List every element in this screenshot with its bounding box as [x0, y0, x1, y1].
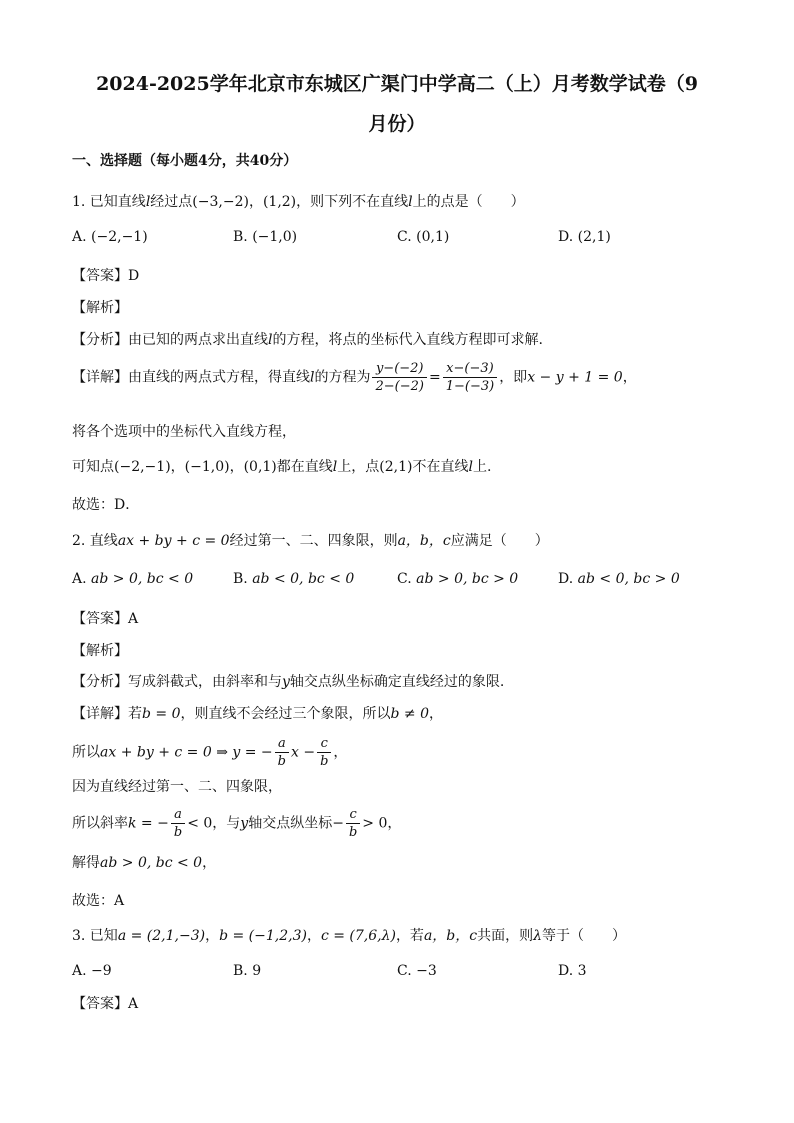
q2-conclusion: 故选：A [72, 893, 125, 909]
q3-vars: a，b，c [423, 928, 478, 944]
q3-option-b [233, 963, 261, 979]
fraction-denominator: b [277, 754, 286, 769]
q1-fenxi [72, 329, 543, 349]
exam-title-line-2: 月份） [368, 113, 426, 135]
x-term: x − [290, 744, 316, 761]
q2-option-b [233, 571, 354, 587]
fraction-numerator: a [171, 806, 185, 824]
point: (−2,−1) [114, 459, 171, 475]
q2-prefix: 2. 直线 [72, 533, 118, 549]
answer-label: 【答案】 [72, 611, 128, 627]
q1-prefix: 1. 已知直线 [72, 194, 146, 210]
lambda: λ [533, 928, 542, 944]
xj-text: 由直线的两点式方程，得直线 [128, 369, 310, 386]
step-text: 轴交点纵坐标 [248, 815, 333, 832]
option-letter: A. [72, 229, 87, 245]
q1-l2: l [408, 194, 413, 210]
y-var: y [282, 674, 290, 690]
option-value: ab < 0, bc < 0 [252, 571, 355, 587]
option-letter: C. [397, 571, 412, 587]
option-letter: D. [558, 963, 574, 979]
q2-equation: ax + by + c = 0 [117, 533, 230, 549]
option-value: ab > 0, bc > 0 [416, 571, 519, 587]
fraction-denominator: b [320, 754, 329, 769]
comma: ， [205, 928, 220, 944]
q1-mid: 经过点 [150, 194, 193, 210]
xj-text-2: 的方程为 [314, 369, 371, 386]
q2-step-4 [72, 806, 401, 841]
b-zero: b = 0 [142, 706, 181, 722]
fenxi-text: 写成斜截式，由斜率和与 [128, 674, 282, 690]
q1-fraction-2 [443, 360, 497, 395]
q1-comma: ， [248, 194, 263, 210]
fenxi-text: 由已知的两点求出直线 [128, 332, 268, 348]
q2-stem [72, 530, 549, 550]
comma: ， [333, 744, 348, 761]
q2-option-c [397, 571, 518, 587]
greater-than-zero: > 0 [362, 815, 388, 832]
q1-suffix2: 上的点是（ ） [412, 194, 525, 210]
q3-option-d [558, 963, 587, 979]
option-value: ab > 0, bc < 0 [91, 571, 194, 587]
answer-value: A [128, 996, 139, 1012]
q3-suffix: 共面，则 [477, 928, 534, 944]
fraction-denominator: 1−(−3) [445, 379, 495, 394]
q3-mid: ，若 [395, 928, 424, 944]
option-value: (−1,0) [252, 229, 298, 245]
option-value: (−2,−1) [91, 229, 148, 245]
q3-option-a [72, 963, 112, 979]
answer-value: A [128, 611, 139, 627]
xj-text-4: ， [622, 369, 637, 386]
comma: ， [170, 459, 185, 475]
point: (2,1) [379, 459, 413, 475]
q1-xiangjie [72, 360, 637, 395]
fenxi-label: 【分析】 [72, 674, 128, 690]
q2-option-d [558, 571, 680, 587]
answer-label: 【答案】 [72, 996, 128, 1012]
q3-option-c [397, 963, 437, 979]
xj-text-2: ，则直线不会经过三个象限，所以 [180, 706, 391, 722]
comma: ， [202, 855, 217, 871]
fraction-numerator: a [275, 735, 289, 753]
option-letter: D. [558, 571, 574, 587]
q2-xiangjie [72, 703, 443, 723]
q1-l6: l [468, 459, 473, 475]
q1-option-c [397, 229, 449, 245]
q3-prefix: 3. 已知 [72, 928, 118, 944]
line-equation: x − y + 1 = 0 [527, 369, 623, 386]
fraction-a-b [275, 735, 289, 770]
option-value: 3 [577, 963, 587, 979]
result-expr: ab > 0, bc < 0 [100, 855, 203, 871]
q1-l4: l [310, 369, 315, 386]
q1-step-2: 将各个选项中的坐标代入直线方程， [72, 424, 296, 440]
equals-sign: = [428, 369, 441, 386]
step-text: 解得 [72, 855, 100, 871]
q1-option-d [558, 229, 611, 245]
point: (0,1) [243, 459, 277, 475]
step-text: 所以斜率 [72, 815, 128, 832]
q1-answer [72, 265, 139, 285]
q2-step-5 [72, 852, 216, 872]
slope-k: k = − [128, 815, 169, 832]
option-value: (2,1) [577, 229, 611, 245]
fenxi-text-2: 轴交点纵坐标确定直线经过的象限. [289, 674, 505, 690]
fenxi-label: 【分析】 [72, 332, 128, 348]
fraction-numerator: c [346, 806, 360, 824]
answer-label: 【答案】 [72, 268, 128, 284]
fraction-denominator: 2−(−2) [375, 379, 424, 394]
vector-a: a = (2,1,−3) [117, 928, 206, 944]
q2-suffix2: 应满足（ ） [450, 533, 549, 549]
q1-stem [72, 191, 525, 211]
q1-l: l [145, 194, 151, 210]
q2-fenxi [72, 671, 504, 691]
q2-step-3: 因为直线经过第一、二、四象限， [72, 779, 282, 795]
section-heading: 一、选择题（每小题4分，共40分） [72, 153, 298, 169]
option-letter: C. [397, 963, 412, 979]
q1-point-2: (1,2) [262, 194, 297, 210]
step-text: 上. [472, 459, 492, 475]
option-letter: A. [72, 963, 87, 979]
q2-analysis-label: 【解析】 [72, 643, 128, 659]
xiangjie-label: 【详解】 [72, 706, 128, 722]
less-than-zero: < 0 [187, 815, 213, 832]
q2-answer [72, 608, 138, 628]
fraction-numerator: y−(−2) [372, 360, 426, 378]
option-letter: C. [397, 229, 412, 245]
q3-suffix2: 等于（ ） [541, 928, 626, 944]
option-letter: A. [72, 571, 87, 587]
q1-fraction-1 [372, 360, 426, 395]
q1-point-1: (−3,−2) [192, 194, 249, 210]
q2-suffix: 经过第一、二、四象限，则 [229, 533, 398, 549]
fraction-denominator: b [348, 825, 358, 840]
option-letter: B. [233, 229, 248, 245]
vector-b: b = (−1,2,3) [219, 928, 307, 944]
q1-step-3 [72, 456, 491, 476]
q1-conclusion: 故选：D． [72, 497, 140, 513]
q2-step-2 [72, 735, 347, 770]
b-nonzero: b ≠ 0 [390, 706, 429, 722]
fraction-c-b-2 [346, 806, 360, 841]
fraction-numerator: c [317, 735, 331, 753]
step-text: ，与 [212, 815, 241, 832]
fraction-c-b [317, 735, 331, 770]
q1-option-a [72, 229, 148, 245]
comma: ， [229, 459, 244, 475]
option-value: −9 [91, 963, 112, 979]
xj-text-3: ， [429, 706, 443, 722]
option-value: (0,1) [416, 229, 450, 245]
step-text: 上，点 [337, 459, 380, 475]
fraction-denominator: b [173, 825, 183, 840]
minus: − [332, 815, 344, 832]
q1-l5: l [332, 459, 338, 475]
y-var: y [240, 815, 249, 832]
q3-stem [72, 925, 626, 945]
q3-answer [72, 993, 138, 1013]
option-letter: D. [558, 229, 574, 245]
step-text: 都在直线 [276, 459, 333, 475]
comma: ， [306, 928, 321, 944]
step-text: 所以 [72, 744, 100, 761]
xj-text-3: ，即 [499, 369, 528, 386]
xiangjie-label: 【详解】 [72, 369, 128, 386]
fenxi-text-2: 的方程，将点的坐标代入直线方程即可求解. [272, 332, 543, 348]
comma: ， [387, 815, 402, 832]
option-value: 9 [252, 963, 262, 979]
q1-suffix: ，则下列不在直线 [296, 194, 409, 210]
option-letter: B. [233, 963, 248, 979]
answer-value: D [128, 268, 140, 284]
option-value: −3 [416, 963, 437, 979]
slope-intercept-eq: ax + by + c = 0 ⇒ y = − [100, 744, 273, 761]
option-letter: B. [233, 571, 248, 587]
fraction-a-b-2 [171, 806, 185, 841]
step-text: 可知点 [72, 459, 114, 475]
point: (−1,0) [184, 459, 230, 475]
exam-title-line-1: 2024-2025学年北京市东城区广渠门中学高二（上）月考数学试卷（9 [96, 73, 698, 95]
option-value: ab < 0, bc > 0 [577, 571, 680, 587]
vector-c: c = (7,6,λ) [320, 928, 396, 944]
q2-vars: a，b，c [397, 533, 451, 549]
fraction-numerator: x−(−3) [443, 360, 497, 378]
q1-l3: l [268, 332, 273, 348]
step-text: 不在直线 [412, 459, 469, 475]
q1-analysis-label: 【解析】 [72, 300, 128, 316]
xj-text: 若 [128, 706, 142, 722]
q1-option-b [233, 229, 297, 245]
q2-option-a [72, 571, 193, 587]
